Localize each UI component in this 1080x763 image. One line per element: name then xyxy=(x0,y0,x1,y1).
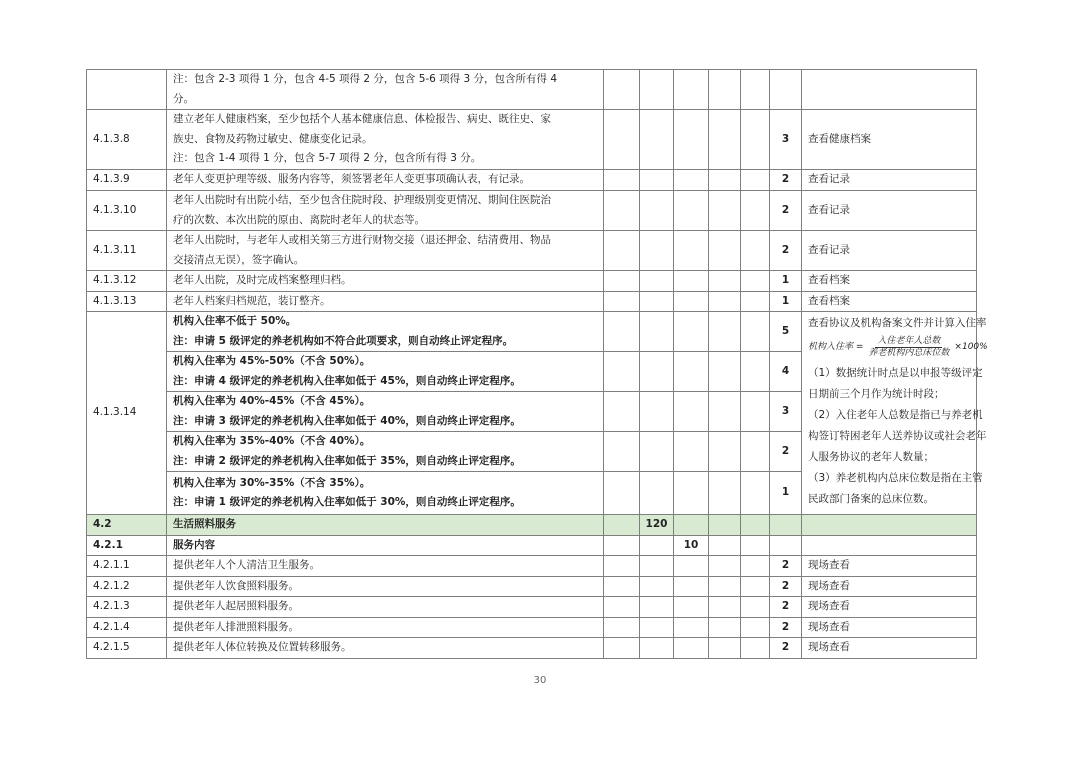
item-code: 4.1.3.9 xyxy=(87,170,167,191)
item-score: 1 xyxy=(770,291,802,312)
item-score: 2 xyxy=(770,170,802,191)
item-score: 1 xyxy=(770,472,802,515)
item-content: 注：包含 2-3 项得 1 分，包含 4-5 项得 2 分，包含 5-6 项得 3 分，包含所有得 4 分。 xyxy=(167,70,604,110)
item-method: 现场查看 xyxy=(802,556,977,577)
item-score: 3 xyxy=(770,110,802,170)
table-row xyxy=(87,312,977,352)
item-score: 3 xyxy=(770,392,802,432)
item-content: 老年人档案归档规范，装订整齐。 xyxy=(167,291,604,312)
item-method: 现场查看 xyxy=(802,617,977,638)
item-method: 现场查看 xyxy=(802,576,977,597)
item-score: 2 xyxy=(770,231,802,271)
subsection-row xyxy=(87,535,977,556)
item-score: 4 xyxy=(770,352,802,392)
item-content: 老年人变更护理等级、服务内容等，须签署老年人变更事项确认表，有记录。 xyxy=(167,170,604,191)
item-content: 提供老年人排泄照料服务。 xyxy=(167,617,604,638)
item-content: 提供老年人体位转换及位置转移服务。 xyxy=(167,638,604,659)
scoring-table xyxy=(86,69,988,659)
table-row xyxy=(87,638,977,659)
item-score: 1 xyxy=(770,271,802,292)
item-method: 查看档案 xyxy=(802,271,977,292)
item-score: 2 xyxy=(770,638,802,659)
table-row xyxy=(87,576,977,597)
item-method: 查看记录 xyxy=(802,231,977,271)
item-score: 5 xyxy=(770,312,802,352)
table-row xyxy=(87,271,977,292)
item-content: 建立老年人健康档案，至少包括个人基本健康信息、体检报告、病史、既往史、家 族史、食物及药物过敏史、健康变化记录。 注：包含 1-4 项得 1 分，包含 5-7 项得 2 分，包含所有得 3 分。 xyxy=(167,110,604,170)
item-method: 查看记录 xyxy=(802,170,977,191)
item-content: 机构入住率为 45%-50%（不含 50%）。 注：申请 4 级评定的养老机构入住率如低于 45%，则自动终止评定程序。 xyxy=(167,352,604,392)
item-code: 4.2.1.5 xyxy=(87,638,167,659)
table-row xyxy=(87,291,977,312)
item-content: 提供老年人个人清洁卫生服务。 xyxy=(167,556,604,577)
item-code: 4.2.1.2 xyxy=(87,576,167,597)
item-content: 提供老年人起居照料服务。 xyxy=(167,597,604,618)
item-code: 4.1.3.13 xyxy=(87,291,167,312)
section-title: 生活照料服务 xyxy=(167,515,604,536)
item-score: 2 xyxy=(770,191,802,231)
item-content: 老年人出院时有出院小结，至少包含住院时段、护理级别变更情况、期间住医院治 疗的次数、本次出院的原由、离院时老年人的状态等。 xyxy=(167,191,604,231)
occupancy-formula: 机构入住率 = $\frac{\text{入住老年人总数}}{\text{养老机构内总床位数}}$ ×100% xyxy=(808,336,988,358)
table-row xyxy=(87,110,977,170)
item-content: 机构入住率为 40%-45%（不含 45%）。 注：申请 3 级评定的养老机构入住率如低于 40%，则自动终止评定程序。 xyxy=(167,392,604,432)
table-row xyxy=(87,191,977,231)
table-row xyxy=(87,597,977,618)
item-code: 4.2.1.3 xyxy=(87,597,167,618)
item-code: 4.2.1.1 xyxy=(87,556,167,577)
page-number: 30 xyxy=(533,675,547,686)
item-content: 机构入住率为 30%-35%（不含 35%）。 注：申请 1 级评定的养老机构入住率如低于 30%，则自动终止评定程序。 xyxy=(167,472,604,515)
subsection-total: 10 xyxy=(674,535,709,556)
item-score: 2 xyxy=(770,597,802,618)
item-code: 4.1.3.11 xyxy=(87,231,167,271)
subsection-code: 4.2.1 xyxy=(87,535,167,556)
table-row xyxy=(87,231,977,271)
item-code: 4.2.1.4 xyxy=(87,617,167,638)
item-code: 4.1.3.12 xyxy=(87,271,167,292)
item-code: 4.1.3.10 xyxy=(87,191,167,231)
item-code: 4.1.3.14 xyxy=(87,312,167,515)
section-total: 120 xyxy=(640,515,674,536)
item-method: 现场查看 xyxy=(802,638,977,659)
item-score: 2 xyxy=(770,617,802,638)
item-content: 提供老年人饮食照料服务。 xyxy=(167,576,604,597)
table-row xyxy=(87,617,977,638)
item-content: 老年人出院，及时完成档案整理归档。 xyxy=(167,271,604,292)
item-method: 查看记录 xyxy=(802,191,977,231)
item-method: 查看健康档案 xyxy=(802,110,977,170)
table-row xyxy=(87,556,977,577)
table-row xyxy=(87,70,977,110)
item-score: 2 xyxy=(770,556,802,577)
item-code xyxy=(87,70,167,110)
section-row xyxy=(87,515,977,536)
table-row xyxy=(87,170,977,191)
item-method: 现场查看 xyxy=(802,597,977,618)
item-method: 查看档案 xyxy=(802,291,977,312)
item-score: 2 xyxy=(770,432,802,472)
item-method: 查看协议及机构备案文件并计算入住率 机构入住率 = $\frac{\text{入住老年人总数}}{\text{养老机构内总床位数}}$ ×100% （1）数据统计时点是以申报等级评定 日期前三个月作为统计时段； （2）入住老年人总数是指已与养老机 构签订特困老年人送养协议或社会老年 人服务协议的老年人数量； （3）养老机构内总床位数是指在主管 民政部门备案的总床位数。 xyxy=(802,312,977,515)
subsection-title: 服务内容 xyxy=(167,535,604,556)
item-score: 2 xyxy=(770,576,802,597)
section-code: 4.2 xyxy=(87,515,167,536)
item-content: 老年人出院时，与老年人或相关第三方进行财物交接（退还押金、结清费用、物品 交接清点无误），签字确认。 xyxy=(167,231,604,271)
item-content: 机构入住率为 35%-40%（不含 40%）。 注：申请 2 级评定的养老机构入住率如低于 35%，则自动终止评定程序。 xyxy=(167,432,604,472)
item-code: 4.1.3.8 xyxy=(87,110,167,170)
item-content: 机构入住率不低于 50%。 注：申请 5 级评定的养老机构如不符合此项要求，则自动终止评定程序。 xyxy=(167,312,604,352)
